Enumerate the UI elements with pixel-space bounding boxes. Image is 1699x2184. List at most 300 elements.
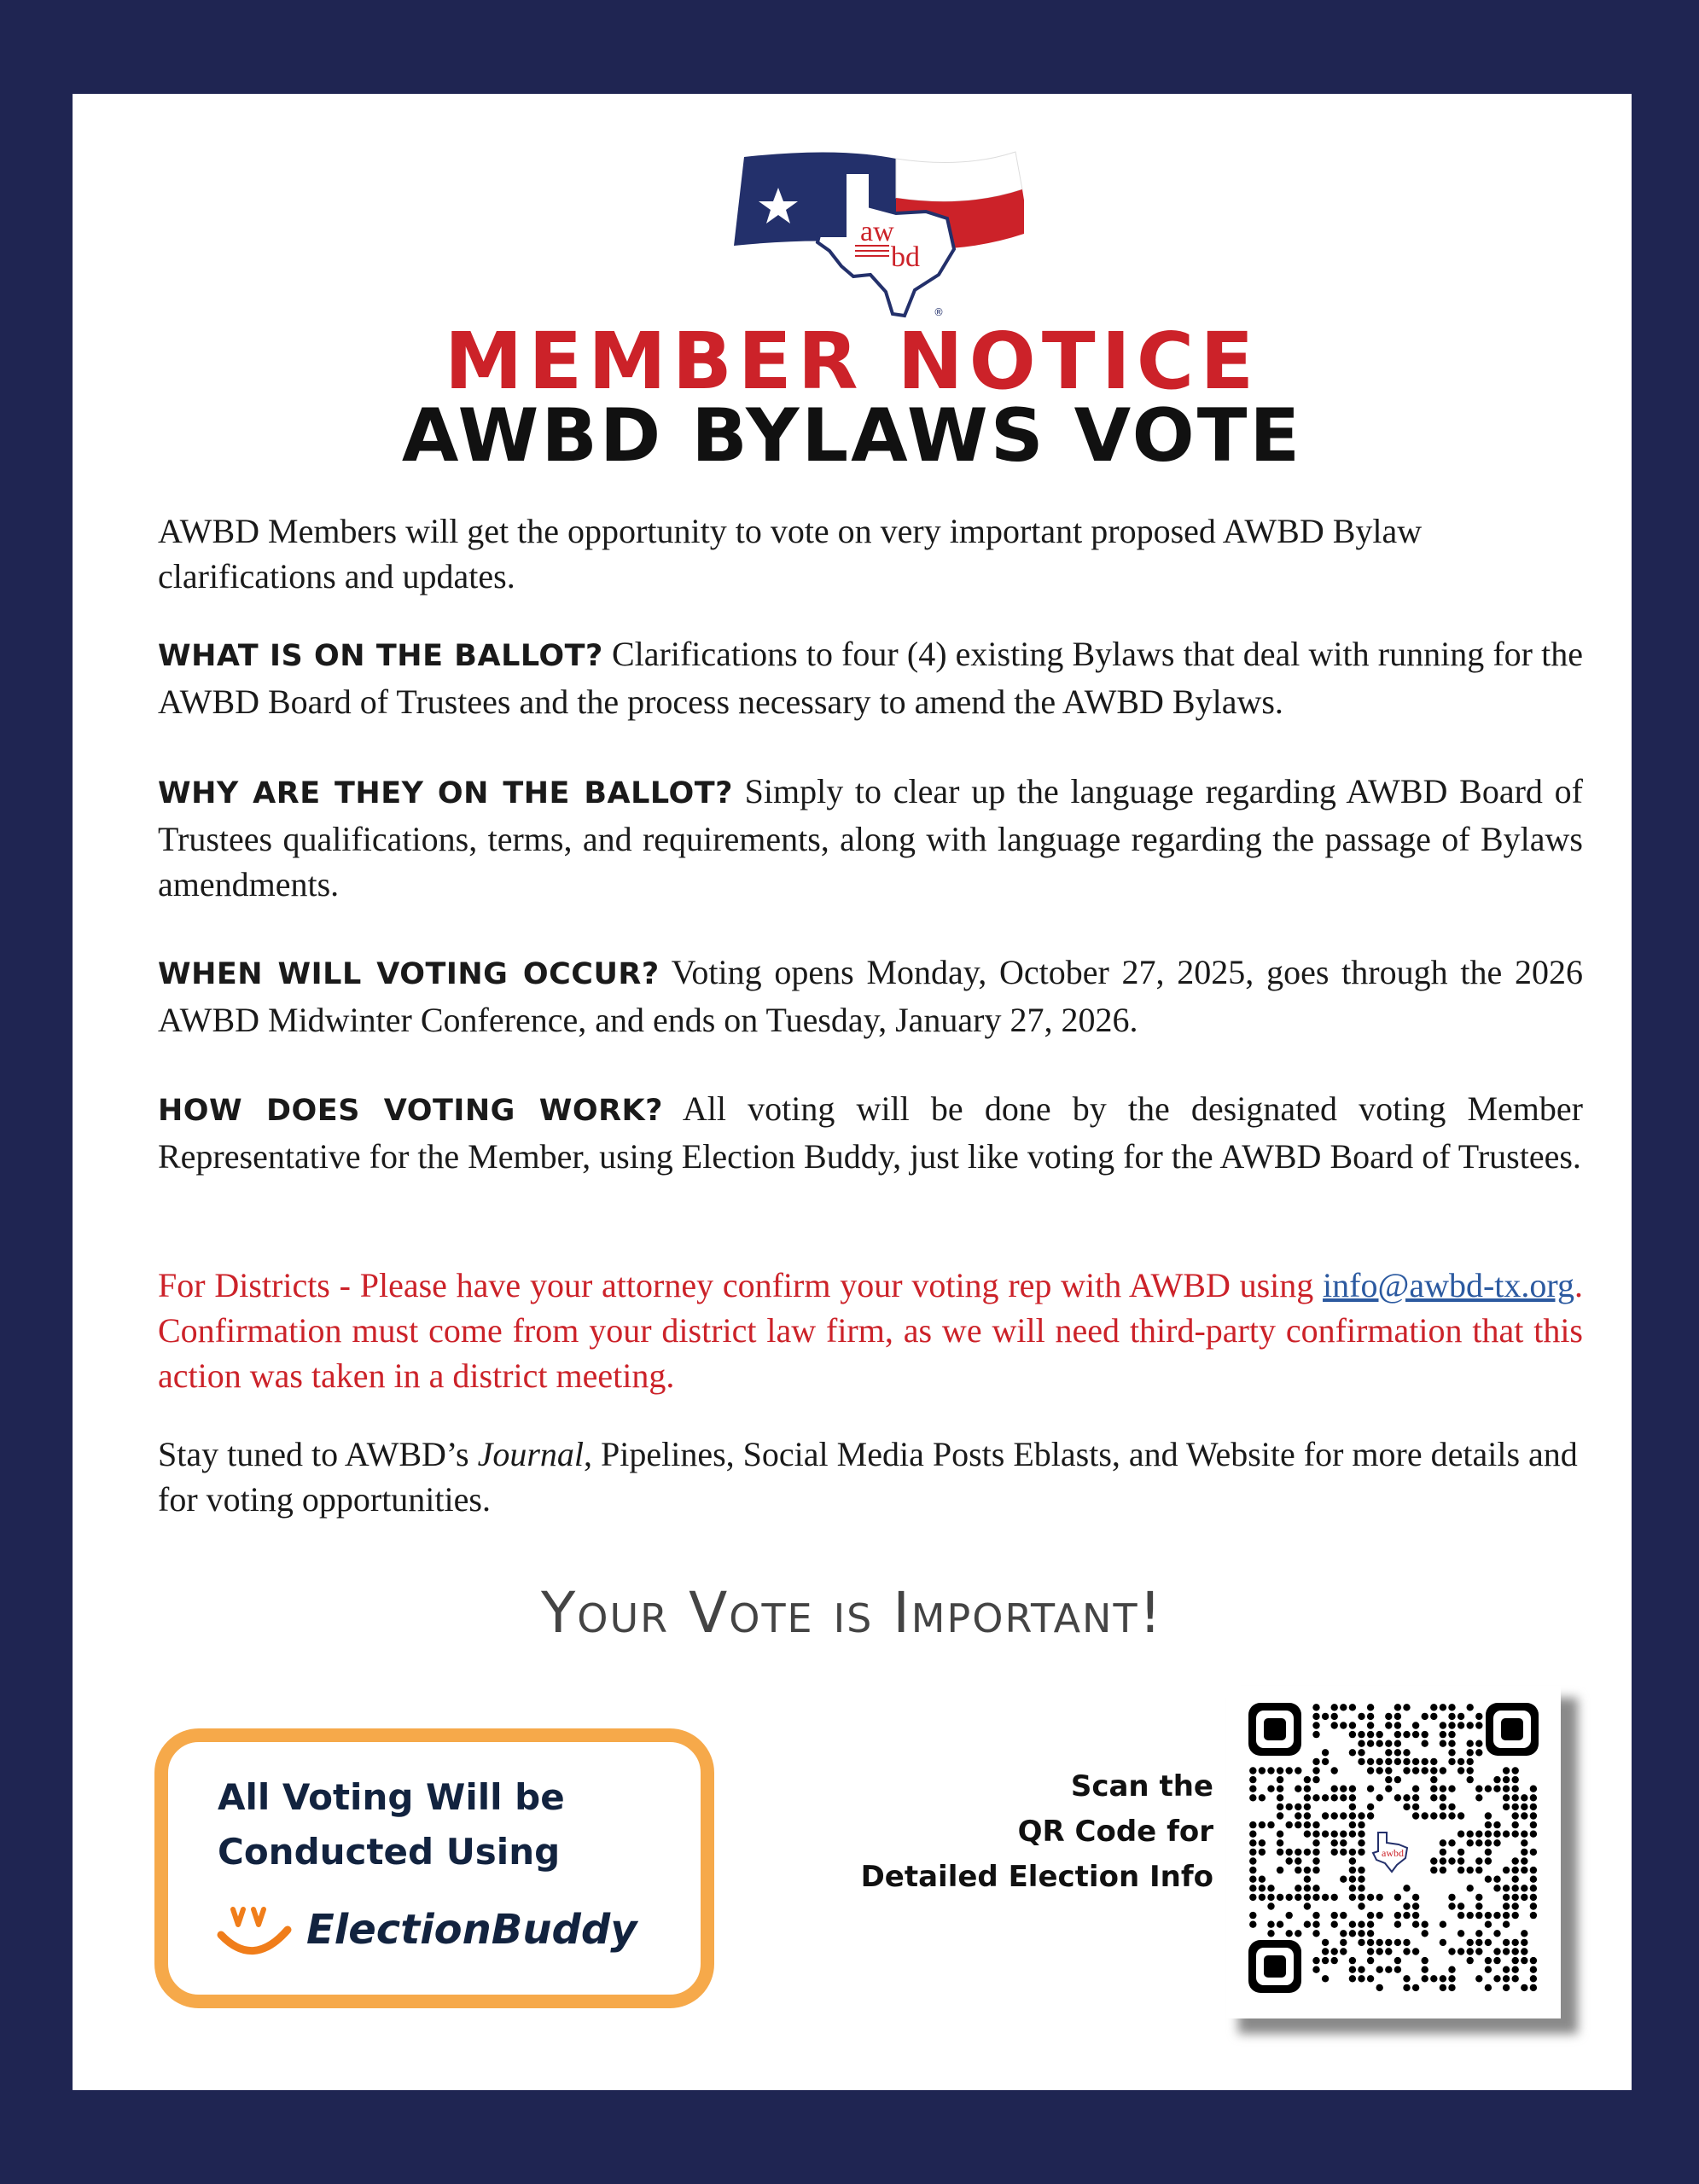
- qr-module: [1367, 1786, 1374, 1792]
- qr-instructions: [861, 1764, 1213, 1900]
- qr-module: [1485, 1857, 1492, 1864]
- qr-module: [1331, 1713, 1338, 1720]
- qr-module: [1485, 1939, 1492, 1946]
- districts-notice: [158, 1263, 1583, 1398]
- qr-module: [1367, 1704, 1374, 1711]
- qr-module: [1394, 1731, 1401, 1738]
- qr-module: [1367, 1975, 1374, 1982]
- qr-module: [1403, 1885, 1410, 1891]
- qr-module: [1349, 1975, 1356, 1982]
- qr-module: [1376, 1794, 1383, 1801]
- qr-module: [1430, 1812, 1437, 1819]
- ballot-answer: Clarifications to four (4) existing Bylaws that deal with running for the AWBD Board of Trustees and the process necessary to amend the AWBD Bylaws.: [158, 635, 1583, 721]
- qr-module: [1485, 1831, 1492, 1838]
- qr-module: [1367, 1957, 1374, 1964]
- qr-module: [1440, 1857, 1446, 1864]
- qr-module: [1358, 1749, 1364, 1756]
- qr-module: [1503, 1804, 1510, 1810]
- qr-module: [1467, 1704, 1474, 1711]
- qr-module: [1440, 1767, 1446, 1774]
- qr-module: [1475, 1930, 1482, 1937]
- qr-module: [1267, 1921, 1274, 1928]
- qr-module: [1367, 1894, 1374, 1901]
- ballot-section: [158, 631, 1583, 724]
- qr-module: [1467, 1758, 1474, 1765]
- qr-module: [1530, 1849, 1537, 1856]
- qr-module: [1503, 1939, 1510, 1946]
- qr-module: [1458, 1902, 1464, 1909]
- notice-page: [73, 94, 1632, 2090]
- qr-module: [1458, 1849, 1464, 1856]
- qr-module: [1277, 1831, 1283, 1838]
- qr-module: [1512, 1966, 1519, 1973]
- qr-module: [1467, 1831, 1474, 1838]
- qr-module: [1385, 1713, 1392, 1720]
- qr-module: [1277, 1767, 1283, 1774]
- qr-module: [1349, 1704, 1356, 1711]
- qr-module: [1485, 1821, 1492, 1828]
- qr-module: [1312, 1867, 1319, 1873]
- qr-module: [1340, 1722, 1347, 1728]
- svg-text:®: ®: [934, 306, 944, 318]
- qr-module: [1521, 1831, 1527, 1838]
- qr-module: [1277, 1776, 1283, 1783]
- qr-module: [1349, 1812, 1356, 1819]
- qr-module: [1503, 1767, 1510, 1774]
- qr-module: [1277, 1849, 1283, 1856]
- qr-module: [1448, 1975, 1455, 1982]
- qr-module: [1249, 1767, 1256, 1774]
- qr-module: [1249, 1786, 1256, 1792]
- qr-module: [1475, 1786, 1482, 1792]
- contact-email-link[interactable]: info@awbd-tx.org: [1323, 1266, 1574, 1304]
- qr-module: [1367, 1921, 1374, 1928]
- qr-module: [1367, 1939, 1374, 1946]
- qr-module: [1412, 1794, 1419, 1801]
- qr-module: [1385, 1966, 1392, 1973]
- qr-module: [1485, 1849, 1492, 1856]
- qr-module: [1412, 1786, 1419, 1792]
- qr-module: [1422, 1758, 1428, 1765]
- qr-module: [1512, 1831, 1519, 1838]
- qr-module: [1358, 1713, 1364, 1720]
- qr-module: [1521, 1849, 1527, 1856]
- qr-instructions-line1: Scan the: [1070, 1769, 1213, 1804]
- qr-module: [1412, 1948, 1419, 1955]
- qr-module: [1340, 1912, 1347, 1919]
- qr-module: [1503, 1786, 1510, 1792]
- qr-module: [1358, 1876, 1364, 1883]
- qr-module: [1304, 1849, 1311, 1856]
- qr-module: [1493, 1975, 1500, 1982]
- qr-module: [1503, 1984, 1510, 1991]
- qr-module: [1512, 1957, 1519, 1964]
- qr-module: [1259, 1839, 1266, 1846]
- qr-module: [1304, 1894, 1311, 1901]
- qr-module: [1521, 1939, 1527, 1946]
- qr-module: [1458, 1812, 1464, 1819]
- qr-module: [1448, 1749, 1455, 1756]
- qr-module: [1340, 1939, 1347, 1946]
- qr-module: [1512, 1885, 1519, 1891]
- qr-module: [1475, 1912, 1482, 1919]
- qr-module: [1304, 1902, 1311, 1909]
- qr-module: [1440, 1939, 1446, 1946]
- qr-module: [1277, 1894, 1283, 1901]
- qr-module: [1493, 1821, 1500, 1828]
- qr-module: [1412, 1731, 1419, 1738]
- qr-module: [1458, 1867, 1464, 1873]
- qr-module: [1467, 1776, 1474, 1783]
- qr-module: [1349, 1857, 1356, 1864]
- qr-module: [1322, 1939, 1329, 1946]
- qr-module: [1367, 1767, 1374, 1774]
- qr-module: [1349, 1885, 1356, 1891]
- qr-module: [1412, 1912, 1419, 1919]
- qr-module: [1385, 1786, 1392, 1792]
- qr-module: [1530, 1912, 1537, 1919]
- qr-module: [1530, 1831, 1537, 1838]
- qr-module: [1304, 1831, 1311, 1838]
- qr-module: [1521, 1885, 1527, 1891]
- qr-module: [1412, 1812, 1419, 1819]
- journal-title: Journal: [477, 1435, 585, 1473]
- qr-module: [1440, 1704, 1446, 1711]
- qr-module: [1322, 1975, 1329, 1982]
- qr-module: [1503, 1975, 1510, 1982]
- qr-module: [1331, 1767, 1338, 1774]
- qr-module: [1475, 1948, 1482, 1955]
- why-answer: Simply to clear up the language regarding AWBD Board of Trustees qualifications, terms, and requirements, along with language regarding the passage of Bylaws amendments.: [158, 772, 1583, 903]
- qr-module: [1385, 1776, 1392, 1783]
- ballot-question: WHAT IS ON THE BALLOT?: [158, 639, 603, 673]
- qr-module: [1412, 1767, 1419, 1774]
- qr-module: [1267, 1767, 1274, 1774]
- qr-module: [1475, 1857, 1482, 1864]
- qr-module: [1448, 1812, 1455, 1819]
- qr-module: [1358, 1921, 1364, 1928]
- qr-module: [1349, 1749, 1356, 1756]
- qr-module: [1530, 1966, 1537, 1973]
- qr-module: [1312, 1776, 1319, 1783]
- why-question: WHY ARE THEY ON THE BALLOT?: [158, 776, 733, 810]
- election-buddy-brand: ElectionBuddy: [306, 1906, 637, 1954]
- qr-module: [1259, 1894, 1266, 1901]
- qr-module: [1493, 1776, 1500, 1783]
- qr-module: [1312, 1957, 1319, 1964]
- qr-module: [1331, 1921, 1338, 1928]
- qr-module: [1467, 1912, 1474, 1919]
- qr-module: [1403, 1767, 1410, 1774]
- qr-module: [1358, 1867, 1364, 1873]
- qr-module: [1530, 1821, 1537, 1828]
- qr-module: [1512, 1975, 1519, 1982]
- qr-module: [1485, 1786, 1492, 1792]
- qr-module: [1295, 1804, 1301, 1810]
- qr-module: [1503, 1894, 1510, 1901]
- qr-module: [1367, 1740, 1374, 1747]
- qr-module: [1493, 1912, 1500, 1919]
- intro-paragraph: AWBD Members will get the opportunity to vote on very important proposed AWBD Bylaw clarifications and updates.: [158, 512, 1423, 595]
- qr-module: [1493, 1930, 1500, 1937]
- qr-module: [1295, 1786, 1301, 1792]
- qr-module: [1331, 1948, 1338, 1955]
- election-box-line2: Conducted Using: [218, 1831, 561, 1873]
- qr-module: [1394, 1749, 1401, 1756]
- qr-code[interactable]: [1248, 1703, 1539, 1993]
- qr-module: [1475, 1939, 1482, 1946]
- qr-module: [1376, 1731, 1383, 1738]
- qr-finder-bottom-left: [1248, 1940, 1301, 1993]
- qr-module: [1512, 1821, 1519, 1828]
- qr-module: [1448, 1894, 1455, 1901]
- qr-module: [1304, 1876, 1311, 1883]
- qr-module: [1340, 1812, 1347, 1819]
- qr-module: [1322, 1957, 1329, 1964]
- qr-module: [1394, 1912, 1401, 1919]
- qr-module: [1312, 1894, 1319, 1901]
- qr-module: [1249, 1821, 1256, 1828]
- qr-module: [1512, 1902, 1519, 1909]
- qr-module: [1376, 1912, 1383, 1919]
- qr-module: [1340, 1704, 1347, 1711]
- qr-code-card[interactable]: [1226, 1686, 1561, 2018]
- qr-module: [1422, 1921, 1428, 1928]
- qr-module: [1530, 1885, 1537, 1891]
- qr-module: [1312, 1966, 1319, 1973]
- qr-module: [1322, 1948, 1329, 1955]
- qr-module: [1340, 1876, 1347, 1883]
- qr-module: [1448, 1902, 1455, 1909]
- qr-module: [1277, 1786, 1283, 1792]
- qr-module: [1530, 1902, 1537, 1909]
- qr-module: [1358, 1849, 1364, 1856]
- qr-module: [1512, 1948, 1519, 1955]
- qr-module: [1467, 1749, 1474, 1756]
- qr-module: [1312, 1857, 1319, 1864]
- qr-module: [1367, 1804, 1374, 1810]
- qr-module: [1503, 1794, 1510, 1801]
- qr-module: [1249, 1849, 1256, 1856]
- qr-module: [1448, 1740, 1455, 1747]
- qr-module: [1521, 1894, 1527, 1901]
- qr-module: [1512, 1794, 1519, 1801]
- how-answer: All voting will be done by the designated voting Member Representative for the Member, using Election Buddy, just like voting for the AWBD Board of Trustees.: [158, 1089, 1583, 1176]
- qr-module: [1458, 1912, 1464, 1919]
- qr-module: [1422, 1812, 1428, 1819]
- stay-tuned-part2: , Pipelines, Social Media Posts Eblasts, and Website for more details and for voting opportunities.: [158, 1435, 1578, 1519]
- qr-module: [1521, 1984, 1527, 1991]
- qr-module: [1503, 1912, 1510, 1919]
- qr-module: [1430, 1975, 1437, 1982]
- qr-module: [1267, 1894, 1274, 1901]
- qr-module: [1295, 1885, 1301, 1891]
- qr-module: [1530, 1894, 1537, 1901]
- qr-module: [1367, 1713, 1374, 1720]
- qr-module: [1367, 1930, 1374, 1937]
- qr-module: [1503, 1948, 1510, 1955]
- qr-module: [1358, 1731, 1364, 1738]
- awbd-logo: [734, 147, 1024, 326]
- qr-module: [1277, 1804, 1283, 1810]
- qr-module: [1312, 1831, 1319, 1838]
- qr-module: [1312, 1821, 1319, 1828]
- qr-module: [1349, 1894, 1356, 1901]
- qr-module: [1376, 1740, 1383, 1747]
- qr-module: [1475, 1867, 1482, 1873]
- qr-module: [1340, 1849, 1347, 1856]
- qr-module: [1286, 1767, 1293, 1774]
- qr-module: [1349, 1921, 1356, 1928]
- qr-module: [1376, 1939, 1383, 1946]
- qr-module: [1467, 1767, 1474, 1774]
- qr-module: [1530, 1794, 1537, 1801]
- qr-module: [1295, 1867, 1301, 1873]
- qr-module: [1403, 1984, 1410, 1991]
- qr-module: [1259, 1794, 1266, 1801]
- qr-module: [1340, 1948, 1347, 1955]
- qr-module: [1349, 1731, 1356, 1738]
- qr-module: [1530, 1804, 1537, 1810]
- qr-module: [1277, 1812, 1283, 1819]
- qr-module: [1422, 1767, 1428, 1774]
- svg-text:awbd: awbd: [1382, 1847, 1404, 1859]
- qr-module: [1448, 1948, 1455, 1955]
- qr-module: [1394, 1921, 1401, 1928]
- qr-module: [1267, 1821, 1274, 1828]
- qr-module: [1376, 1894, 1383, 1901]
- qr-instructions-line2: QR Code for: [1017, 1815, 1213, 1849]
- qr-module: [1467, 1722, 1474, 1728]
- qr-module: [1458, 1831, 1464, 1838]
- qr-module: [1430, 1867, 1437, 1873]
- qr-module: [1512, 1776, 1519, 1783]
- qr-module: [1312, 1912, 1319, 1919]
- qr-module: [1412, 1921, 1419, 1928]
- qr-module: [1304, 1821, 1311, 1828]
- how-section: [158, 1086, 1583, 1179]
- qr-module: [1259, 1821, 1266, 1828]
- qr-module: [1312, 1758, 1319, 1765]
- qr-module: [1385, 1948, 1392, 1955]
- qr-module: [1340, 1930, 1347, 1937]
- qr-module: [1312, 1885, 1319, 1891]
- qr-module: [1349, 1821, 1356, 1828]
- qr-module: [1286, 1821, 1293, 1828]
- qr-module: [1376, 1767, 1383, 1774]
- qr-instructions-line3: Detailed Election Info: [860, 1860, 1213, 1894]
- svg-text:aw: aw: [860, 216, 894, 247]
- qr-module: [1503, 1921, 1510, 1928]
- qr-module: [1503, 1831, 1510, 1838]
- qr-module: [1475, 1831, 1482, 1838]
- qr-module: [1440, 1839, 1446, 1846]
- qr-module: [1430, 1758, 1437, 1765]
- qr-module: [1286, 1857, 1293, 1864]
- qr-module: [1331, 1912, 1338, 1919]
- qr-module: [1385, 1749, 1392, 1756]
- bylaws-vote-title: AWBD BYLAWS VOTE: [401, 393, 1303, 479]
- qr-module: [1430, 1713, 1437, 1720]
- qr-module: [1458, 1948, 1464, 1955]
- qr-module: [1512, 1912, 1519, 1919]
- qr-module: [1458, 1767, 1464, 1774]
- why-section: [158, 769, 1583, 907]
- qr-module: [1394, 1740, 1401, 1747]
- qr-module: [1394, 1966, 1401, 1973]
- qr-module: [1485, 1921, 1492, 1928]
- qr-module: [1349, 1794, 1356, 1801]
- qr-module: [1512, 1894, 1519, 1901]
- qr-module: [1312, 1839, 1319, 1846]
- qr-module: [1467, 1948, 1474, 1955]
- qr-module: [1521, 1804, 1527, 1810]
- qr-module: [1403, 1948, 1410, 1955]
- qr-module: [1367, 1722, 1374, 1728]
- qr-module: [1249, 1776, 1256, 1783]
- qr-module: [1440, 1722, 1446, 1728]
- qr-module: [1458, 1722, 1464, 1728]
- qr-module: [1304, 1921, 1311, 1928]
- qr-module: [1349, 1966, 1356, 1973]
- qr-module: [1286, 1849, 1293, 1856]
- qr-module: [1485, 1812, 1492, 1819]
- stay-tuned-paragraph: [158, 1432, 1583, 1522]
- qr-module: [1530, 1957, 1537, 1964]
- qr-module: [1358, 1894, 1364, 1901]
- qr-module: [1493, 1876, 1500, 1883]
- qr-module: [1403, 1794, 1410, 1801]
- qr-module: [1412, 1758, 1419, 1765]
- qr-module: [1530, 1867, 1537, 1873]
- qr-module: [1322, 1894, 1329, 1901]
- qr-module: [1340, 1831, 1347, 1838]
- qr-module: [1286, 1894, 1293, 1901]
- qr-module: [1349, 1849, 1356, 1856]
- qr-module: [1331, 1704, 1338, 1711]
- qr-module: [1295, 1930, 1301, 1937]
- qr-module: [1312, 1713, 1319, 1720]
- qr-module: [1312, 1849, 1319, 1856]
- qr-module: [1448, 1984, 1455, 1991]
- qr-module: [1322, 1713, 1329, 1720]
- tagline: Your Vote is Important!: [540, 1580, 1164, 1646]
- qr-module: [1503, 1885, 1510, 1891]
- qr-module: [1340, 1794, 1347, 1801]
- qr-module: [1295, 1812, 1301, 1819]
- qr-module: [1349, 1786, 1356, 1792]
- qr-module: [1304, 1812, 1311, 1819]
- qr-module: [1493, 1957, 1500, 1964]
- qr-module: [1475, 1894, 1482, 1901]
- qr-module: [1304, 1786, 1311, 1792]
- qr-module: [1512, 1867, 1519, 1873]
- qr-module: [1440, 1740, 1446, 1747]
- qr-module: [1485, 1966, 1492, 1973]
- qr-module: [1394, 1758, 1401, 1765]
- qr-module: [1448, 1966, 1455, 1973]
- qr-module: [1358, 1740, 1364, 1747]
- election-buddy-icon: [216, 1904, 298, 1964]
- qr-module: [1249, 1857, 1256, 1864]
- qr-module: [1403, 1975, 1410, 1982]
- qr-module: [1312, 1930, 1319, 1937]
- qr-module: [1394, 1722, 1401, 1728]
- qr-module: [1448, 1857, 1455, 1864]
- qr-module: [1367, 1948, 1374, 1955]
- qr-module: [1422, 1740, 1428, 1747]
- qr-module: [1521, 1867, 1527, 1873]
